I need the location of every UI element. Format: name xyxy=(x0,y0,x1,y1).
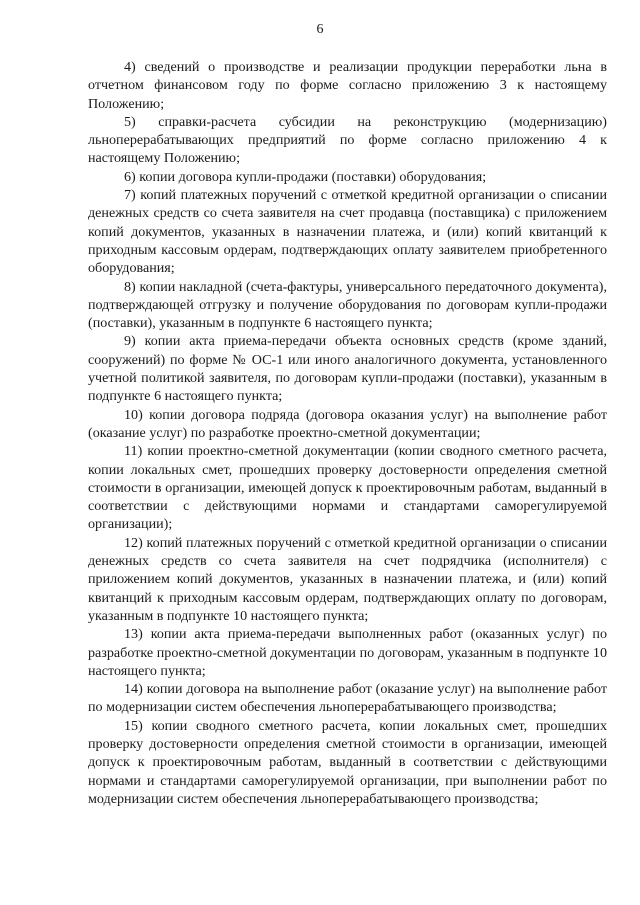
list-item-11: 11) копии проектно-сметной документации (копии сводного сметного расчета, копии локальных смет, прошедших проверку достоверности определения сметной стоимости в организации, имеющей допуск к проектировочным работам, выданный в соответствии с действующими нормами и стандартами саморегулируемой организации); xyxy=(88,443,607,533)
list-item-13: 13) копии акта приема-передачи выполненных работ (оказанных услуг) по разработке проектно-сметной документации по договорам, указанным в подпункте 10 настоящего пункта; xyxy=(88,626,607,679)
list-item-10: 10) копии договора подряда (договора оказания услуг) на выполнение работ (оказание услуг) по разработке проектно-сметной документации; xyxy=(88,406,607,441)
list-item-9: 9) копии акта приема-передачи объекта основных средств (кроме зданий, сооружений) по форме № ОС-1 или иного аналогичного документа, установленного учетной политикой заявителя, по договорам купли-продажи (поставки), указанным в подпункте 6 настоящего пункта; xyxy=(88,333,607,405)
list-item-5: 5) справки-расчета субсидии на реконструкцию (модернизацию) льноперерабатывающих предприятий по форме согласно приложению 4 к настоящему Положению; xyxy=(88,113,607,167)
list-item-8: 8) копии накладной (счета-фактуры, универсального передаточного документа), подтверждающей отгрузку и получение оборудования по договорам купли-продажи (поставки), указанным в подпункте 6 настоящего пункта; xyxy=(88,278,607,332)
list-item-12: 12) копий платежных поручений с отметкой кредитной организации о списании денежных средств со счета заявителя на счет подрядчика (исполнителя) с приложением копий документов, указанных в назначении платежа, и (или) копий квитанций к приходным кассовым ордерам, подтверждающих оплату по договорам, указанным в подпункте 10 настоящего пункта; xyxy=(88,534,607,624)
list-item-6: 6) копии договора купли-продажи (поставки) оборудования; xyxy=(124,168,487,185)
list-item-7: 7) копий платежных поручений с отметкой кредитной организации о списании денежных средств со счета заявителя на счет продавца (поставщика) с приложением копий документов, указанных в назначении платежа, и (или) копий квитанций к приходным кассовым ордерам, подтверждающих оплату заявителем приобретенного оборудования; xyxy=(88,187,607,277)
list-item-15: 15) копии сводного сметного расчета, копии локальных смет, прошедших проверку достоверности определения сметной стоимости в организации, имеющей допуск к проектировочным работам, выданный в соответствии с действующими нормами и стандартами саморегулируемой организации, при выполнении работ по модернизации систем обеспечения льноперерабатывающего производства; xyxy=(88,717,607,807)
list-item-4: 4) сведений о производстве и реализации продукции переработки льна в отчетном финансовом году по форме согласно приложению 3 к настоящему Положению; xyxy=(88,59,607,112)
list-item-14: 14) копии договора на выполнение работ (оказание услуг) на выполнение работ по модернизации систем обеспечения льноперерабатывающего производства; xyxy=(88,681,607,716)
document-body xyxy=(88,58,607,808)
page-number: 6 xyxy=(316,22,324,37)
